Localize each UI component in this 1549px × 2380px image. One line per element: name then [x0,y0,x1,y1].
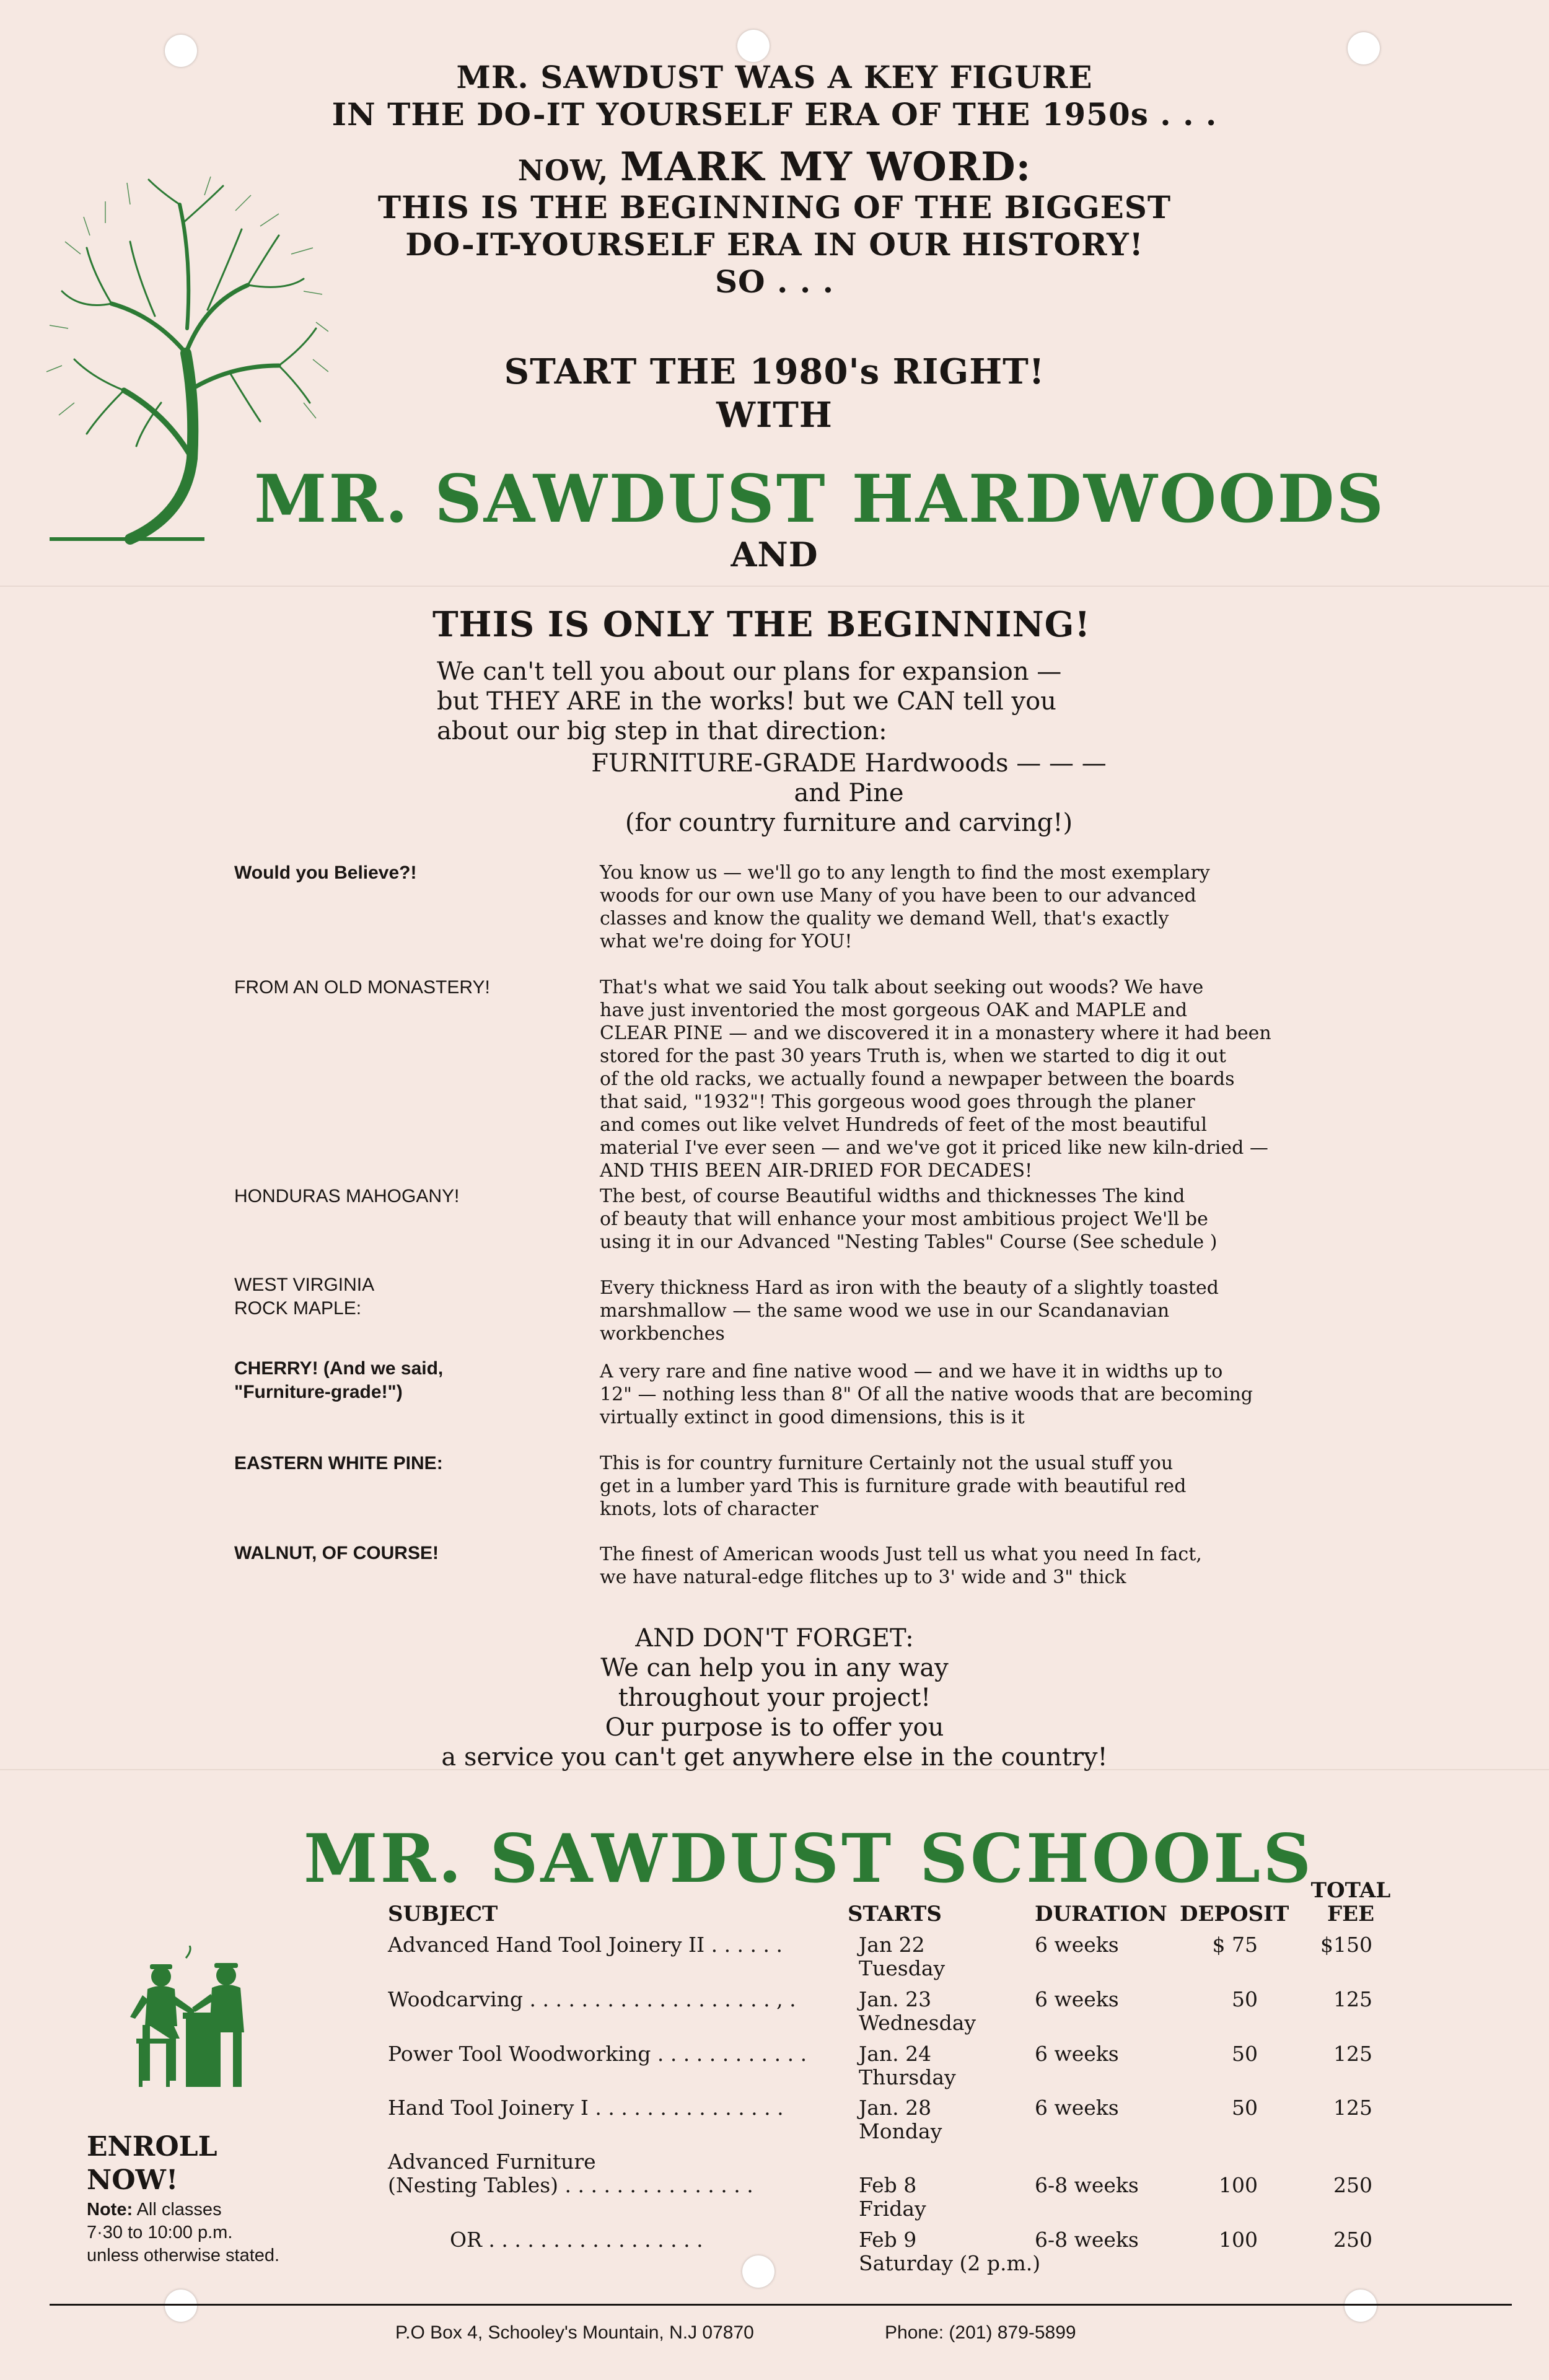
wood-label: CHERRY! (And we said, "Furniture-grade!") [234,1358,444,1402]
punch-hole [165,2290,197,2322]
class-deposit: 50 [1232,2096,1258,2120]
class-deposit: 50 [1232,2042,1258,2066]
header-now: NOW, [517,154,609,187]
col-header-total: TOTAL FEE [1310,1878,1391,1926]
wood-label: WEST VIRGINIA ROCK MAPLE: [234,1275,375,1319]
class-subject: Hand Tool Joinery I . . . . . . . . . . . . . . . [388,2096,784,2120]
class-deposit: 100 [1219,2173,1258,2197]
closing-line: We can help you in any way [600,1654,949,1682]
intro-line: about our big step in that direction: [437,717,887,745]
footer-rule [50,2304,1512,2306]
class-fee: 125 [1333,2042,1372,2066]
class-duration: 6 weeks [1035,2096,1119,2120]
intro-line: We can't tell you about our plans for expansion — [437,657,1062,686]
header-line-8: WITH [716,395,833,436]
footer-phone: Phone: (201) 879-5899 [885,2322,1076,2343]
col-header-starts: STARTS [848,1902,942,1926]
closing-line: AND DON'T FORGET: [635,1624,914,1653]
col-header-duration: DURATION [1035,1902,1167,1926]
fold-line [0,586,1549,587]
page-heading: THIS IS ONLY THE BEGINNING! [432,604,1091,645]
col-header-subject: SUBJECT [388,1902,498,1926]
header-line-5: DO-IT-YOURSELF ERA IN OUR HISTORY! [405,226,1144,263]
intro-line: but THEY ARE in the works! but we CAN tell you [437,687,1056,716]
class-deposit: 100 [1219,2228,1258,2252]
enroll-now: ENROLL NOW! [87,2131,217,2196]
punch-hole [742,2255,774,2288]
class-subject: Power Tool Woodworking . . . . . . . . . . . . [388,2042,807,2066]
brand-title: MR. SAWDUST HARDWOODS [254,460,1386,537]
header-and: AND [731,535,818,574]
footer-address: P.O Box 4, Schooley's Mountain, N.J 07870 [395,2322,754,2343]
punch-hole [737,30,770,62]
class-start: Jan 22 Tuesday [859,1933,946,1980]
wood-label: Would you Believe?! [234,863,417,883]
header-line-7: START THE 1980's RIGHT! [504,351,1045,392]
class-fee: 125 [1333,1987,1372,2011]
class-duration: 6 weeks [1035,1987,1119,2011]
class-deposit: 50 [1232,1987,1258,2011]
col-header-deposit: DEPOSIT [1180,1902,1289,1926]
wood-description: Every thickness Hard as iron with the beauty of a slightly toasted marshmallow — the same wood we use in our Scandanavian workbenches [600,1277,1219,1345]
intro-line: (for country furniture and carving!) [625,809,1073,837]
class-start: Feb 8 Friday [859,2173,926,2221]
wood-label: WALNUT, OF COURSE! [234,1543,439,1563]
wood-description: You know us — we'll go to any length to find the most exemplary woods for our own use Many of you have been to our advanced classes and know the quality we demand Well, that's exactly what we're doing for YOU! [600,862,1210,952]
class-subject: Advanced Furniture (Nesting Tables) . . . . . . . . . . . . . . . [388,2149,753,2197]
class-fee: 125 [1333,2096,1372,2120]
closing-line: throughout your project! [618,1684,931,1712]
wood-label: FROM AN OLD MONASTERY! [234,977,490,998]
header-line-2: IN THE DO-IT YOURSELF ERA OF THE 1950s . . . [331,96,1218,133]
class-fee: $150 [1320,1933,1372,1957]
class-start: Jan. 23 Wednesday [859,1987,976,2035]
wood-label: EASTERN WHITE PINE: [234,1453,443,1473]
header-line-1: MR. SAWDUST WAS A KEY FIGURE [456,59,1093,95]
intro-line: FURNITURE-GRADE Hardwoods — — — [591,749,1107,778]
class-duration: 6 weeks [1035,2042,1119,2066]
class-subject: OR . . . . . . . . . . . . . . . . . [450,2228,703,2252]
punch-hole [1345,2290,1377,2322]
class-subject: Advanced Hand Tool Joinery II . . . . . . [388,1933,783,1957]
header-line-4: THIS IS THE BEGINNING OF THE BIGGEST [377,189,1172,226]
class-duration: 6-8 weeks [1035,2228,1139,2252]
class-duration: 6 weeks [1035,1933,1119,1957]
class-start: Jan. 24 Thursday [859,2042,956,2089]
closing-line: a service you can't get anywhere else in the country! [441,1743,1108,1772]
schools-title: MR. SAWDUST SCHOOLS [304,1820,1314,1898]
intro-line: and Pine [794,779,904,807]
wood-label: HONDURAS MAHOGANY! [234,1186,460,1206]
wood-description: This is for country furniture Certainly not the usual stuff you get in a lumber yard This is furniture grade with beautiful red knots, lots of character [600,1452,1187,1520]
wood-description: The finest of American woods Just tell us what you need In fact, we have natural-edge flitches up to 3' wide and 3" thick [600,1543,1202,1588]
class-start: Feb 9 Saturday (2 p.m.) [859,2228,1041,2275]
class-deposit: $ 75 [1212,1933,1258,1957]
class-note: Note: All classes 7·30 to 10:00 p.m. unless otherwise stated. [87,2200,280,2265]
class-fee: 250 [1333,2228,1372,2252]
class-start: Jan. 28 Monday [859,2096,942,2143]
wood-description: That's what we said You talk about seeking out woods? We have have just inventoried the most gorgeous OAK and MAPLE and CLEAR PINE — and we discovered it in a monastery where it had been stored for the past 30 years Truth is, when we started to dig it out of the old racks, we actually found a newpaper between the boards that said, "1932"! This gorgeous wood goes through the planer and comes out like velvet Hundreds of feet of the most beautiful material I've ever seen — and we've got it priced like new kiln-dried — AND THIS BEEN AIR-DRIED FOR DECADES! [600,977,1271,1182]
class-subject: Woodcarving . . . . . . . . . . . . . . . . . . . , . [388,1987,796,2011]
header-mark: MARK MY WORD: [620,144,1032,190]
closing-line: Our purpose is to offer you [605,1713,944,1742]
class-fee: 250 [1333,2173,1372,2197]
woodworkers-icon [118,1946,266,2094]
class-duration: 6-8 weeks [1035,2173,1139,2197]
wood-description: A very rare and fine native wood — and we have it in widths up to 12" — nothing less than 8" Of all the native woods that are becoming virtually extinct in good dimensions, this is it [600,1361,1253,1428]
header-line-6: SO . . . [714,263,835,300]
wood-description: The best, of course Beautiful widths and thicknesses The kind of beauty that will enhance your most ambitious project We'll be using it in our Advanced "Nesting Tables" Course (See schedule ) [600,1185,1218,1253]
